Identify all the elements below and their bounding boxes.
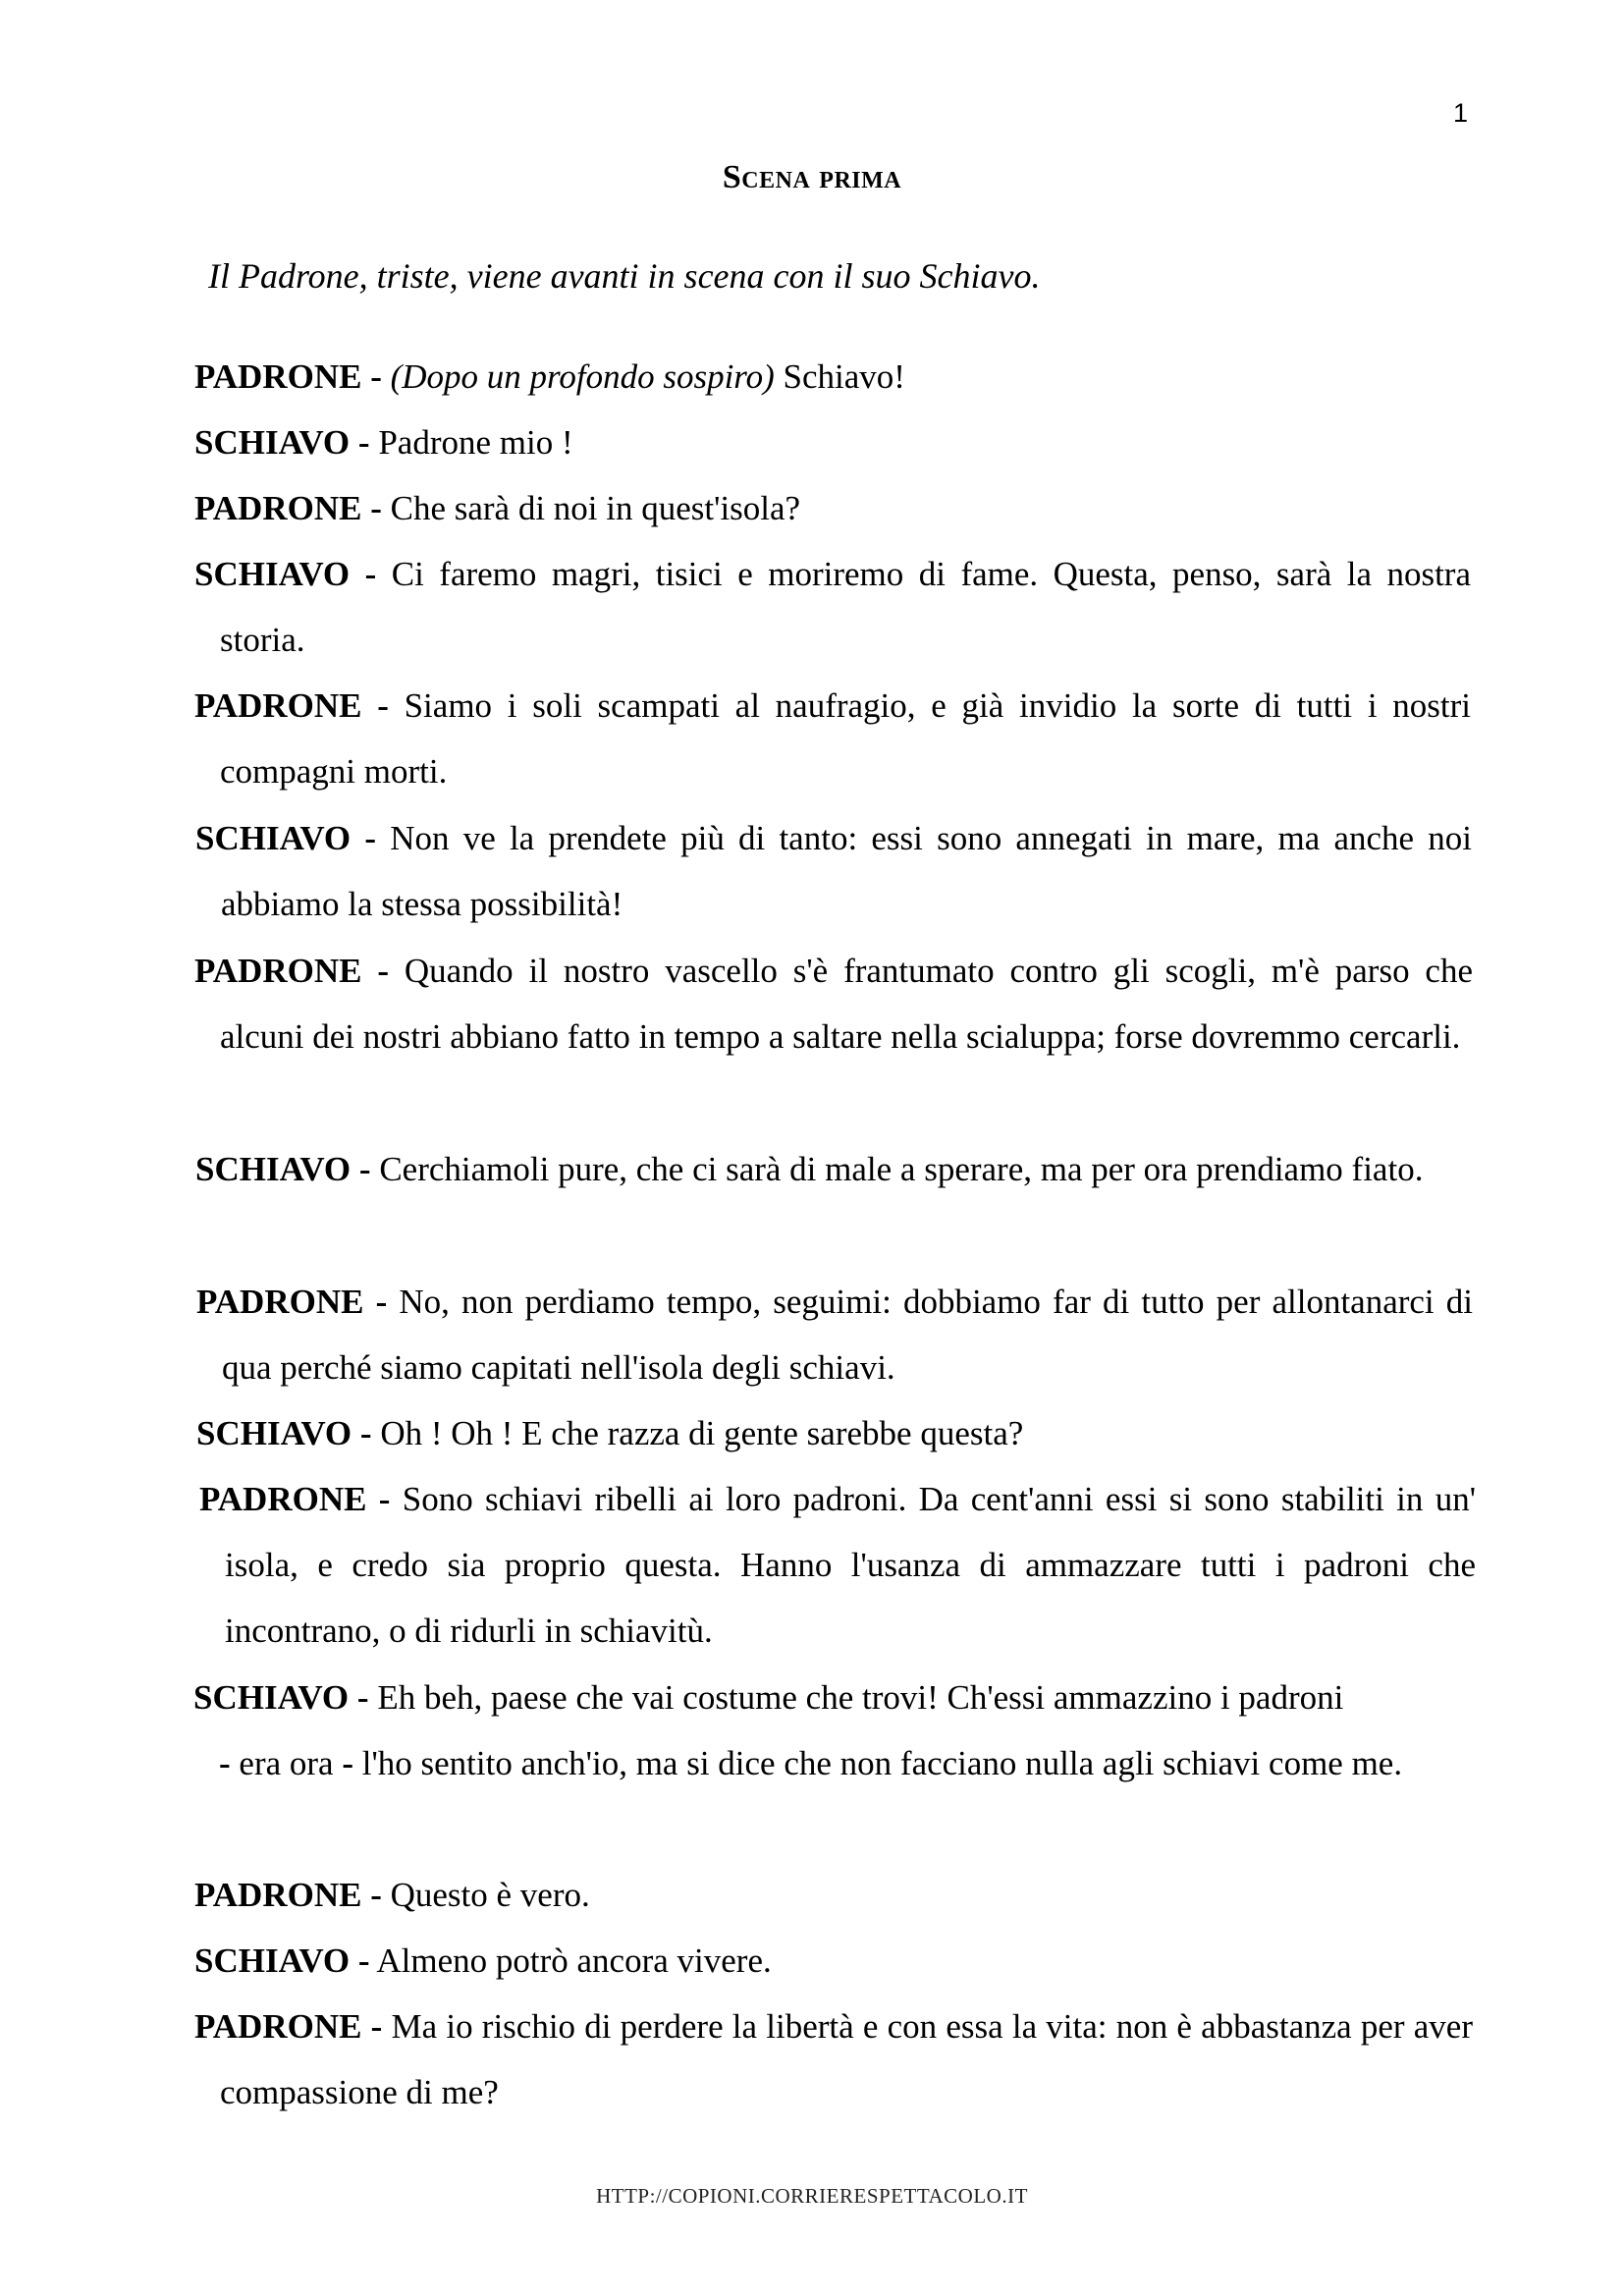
speaker-name: SCHIAVO - bbox=[194, 1941, 370, 1980]
speaker-name: PADRONE - bbox=[194, 686, 389, 725]
speaker-name: SCHIAVO - bbox=[195, 1150, 371, 1188]
dash: - bbox=[342, 1744, 353, 1782]
line-text: Ma io rischio di perdere la libertà e con essa la vita: non è abbastanza per aver compassione di me? bbox=[220, 2007, 1473, 2111]
line-text: Ci faremo magri, tisici e moriremo di fame. Questa, penso, sarà la nostra storia. bbox=[220, 555, 1471, 659]
line-text: Siamo i soli scampati al naufragio, e già invidio la sorte di tutti i nostri compagni morti. bbox=[220, 686, 1471, 791]
line-text: Quando il nostro vascello s'è frantumato contro gli scogli, m'è parso che alcuni dei nostri abbiano fatto in tempo a saltare nella scialuppa; forse dovremmo cercarli. bbox=[220, 952, 1474, 1056]
line-text: l'ho sentito anch'io, ma si dice che non facciano nulla agli schiavi come me. bbox=[352, 1744, 1403, 1782]
line-text: Padrone mio ! bbox=[369, 423, 573, 462]
scene-title: Scena prima bbox=[722, 159, 902, 195]
speaker-name: SCHIAVO - bbox=[195, 819, 377, 857]
speaker-name: PADRONE - bbox=[194, 489, 382, 527]
dialogue-line bbox=[194, 673, 1471, 804]
page-number: 1 bbox=[1453, 98, 1469, 128]
dialogue-line bbox=[194, 938, 1473, 1069]
speaker-name: SCHIAVO - bbox=[194, 555, 377, 593]
line-text: Schiavo! bbox=[774, 357, 905, 396]
dialogue-line bbox=[194, 541, 1471, 673]
speaker-name: SCHIAVO - bbox=[194, 423, 370, 462]
speaker-name: PADRONE - bbox=[194, 1876, 382, 1914]
speaker-name: PADRONE - bbox=[194, 2007, 383, 2046]
speaker-name: SCHIAVO - bbox=[196, 1414, 372, 1452]
dialogue-line bbox=[194, 344, 1471, 410]
line-text: Eh beh, paese che vai costume che trovi! Ch'essi ammazzino i padroni bbox=[368, 1678, 1344, 1717]
line-text: No, non perdiamo tempo, seguimi: dobbiamo far di tutto per allontanarci di qua perché siamo capitati nell'isola degli schiavi. bbox=[222, 1283, 1474, 1387]
line-text: Cerchiamoli pure, che ci sarà di male a sperare, ma per ora prendiamo fiato. bbox=[370, 1150, 1424, 1188]
line-text: Non ve la prendete più di tanto: essi sono annegati in mare, ma anche noi abbiamo la stessa possibilità! bbox=[221, 819, 1472, 923]
dialogue-line bbox=[194, 1928, 1471, 1994]
line-text: Almeno potrò ancora vivere. bbox=[369, 1941, 772, 1980]
dialogue-line bbox=[195, 805, 1472, 937]
line-text: Oh ! Oh ! E che razza di gente sarebbe questa? bbox=[371, 1414, 1024, 1452]
stage-direction: Il Padrone, triste, viene avanti in scena con il suo Schiavo. bbox=[208, 256, 1041, 296]
inline-stage-direction: (Dopo un profondo sospiro) bbox=[390, 357, 775, 396]
dialogue-line bbox=[193, 1665, 1472, 1796]
footer-url: HTTP://COPIONI.CORRIERESPETTACOLO.IT bbox=[596, 2184, 1028, 2208]
line-text: Che sarà di noi in quest'isola? bbox=[381, 489, 801, 527]
dialogue-line bbox=[194, 1862, 1471, 1928]
speaker-name: PADRONE - bbox=[194, 952, 389, 990]
speaker-name: PADRONE - bbox=[196, 1283, 388, 1321]
speaker-name: SCHIAVO - bbox=[193, 1678, 369, 1717]
speaker-name: PADRONE - bbox=[194, 357, 382, 396]
dialogue-line bbox=[196, 1269, 1473, 1400]
dialogue-line bbox=[194, 1994, 1473, 2125]
dialogue-line bbox=[195, 1136, 1472, 1202]
line-text: Sono schiavi ribelli ai loro padroni. Da cent'anni essi si sono stabiliti in un' isola, e credo sia proprio questa. Hanno l'usanza di ammazzare tutti i padroni che incontrano, o di ridurli in schiavitù. bbox=[225, 1480, 1476, 1650]
dialogue-line bbox=[199, 1466, 1476, 1664]
speaker-name: PADRONE - bbox=[199, 1480, 391, 1518]
line-text: era ora bbox=[239, 1744, 343, 1782]
line-text: Questo è vero. bbox=[381, 1876, 590, 1914]
dash: - bbox=[219, 1744, 240, 1782]
dialogue-line bbox=[196, 1400, 1473, 1466]
dialogue-line bbox=[194, 410, 1471, 475]
dialogue-line bbox=[194, 475, 1471, 541]
